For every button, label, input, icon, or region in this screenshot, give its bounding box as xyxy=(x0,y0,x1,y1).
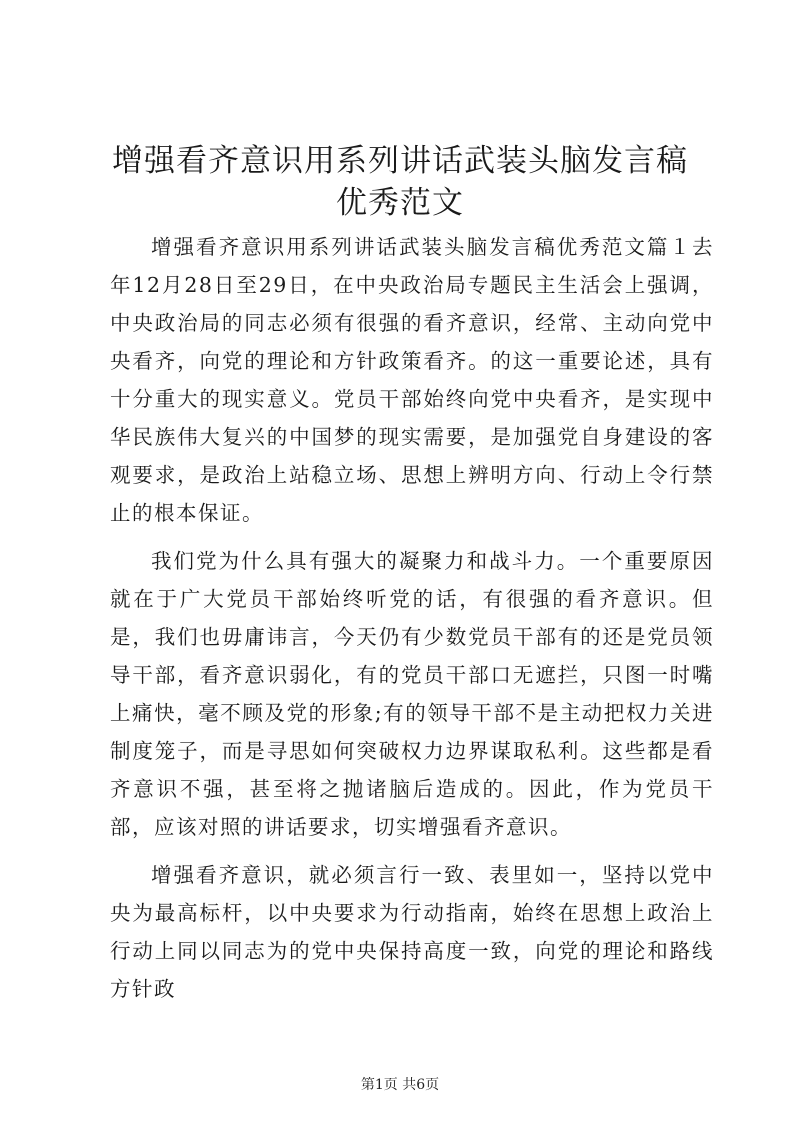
paragraph-2: 我们党为什么具有强大的凝聚力和战斗力。一个重要原因就在于广大党员干部始终听党的话，有很强的看齐意识。但是，我们也毋庸讳言，今天仍有少数党员干部有的还是党员领导干部，看齐意识弱化，有的党员干部口无遮拦，只图一时嘴上痛快，毫不顾及党的形象;有的领导干部不是主动把权力关进制度笼子，而是寻思如何突破权力边界谋取私利。这些都是看齐意识不强，甚至将之抛诸脑后造成的。因此，作为党员干部，应该对照的讲话要求，切实增强看齐意识。 xyxy=(110,549,714,839)
document-title: 增强看齐意识用系列讲话武装头脑发言稿优秀范文 xyxy=(112,143,688,221)
paragraph-1: 增强看齐意识用系列讲话武装头脑发言稿优秀范文篇１去年12月28日至29日，在中央政治局专题民主生活会上强调，中央政治局的同志必须有很强的看齐意识，经常、主动向党中央看齐，向党的理论和方针政策看齐。的这一重要论述，具有十分重大的现实意义。党员干部始终向党中央看齐，是实现中华民族伟大复兴的中国梦的现实需要，是加强党自身建设的客观要求，是政治上站稳立场、思想上辨明方向、行动上令行禁止的根本保证。 xyxy=(110,235,714,525)
document-body xyxy=(110,228,714,1018)
paragraph-3: 增强看齐意识，就必须言行一致、表里如一，坚持以党中央为最高标杆，以中央要求为行动指南，始终在思想上政治上行动上同以同志为的党中央保持高度一致，向党的理论和路线方针政 xyxy=(110,863,714,1001)
page-number-footer: 第1页 共6页 xyxy=(360,1077,440,1093)
